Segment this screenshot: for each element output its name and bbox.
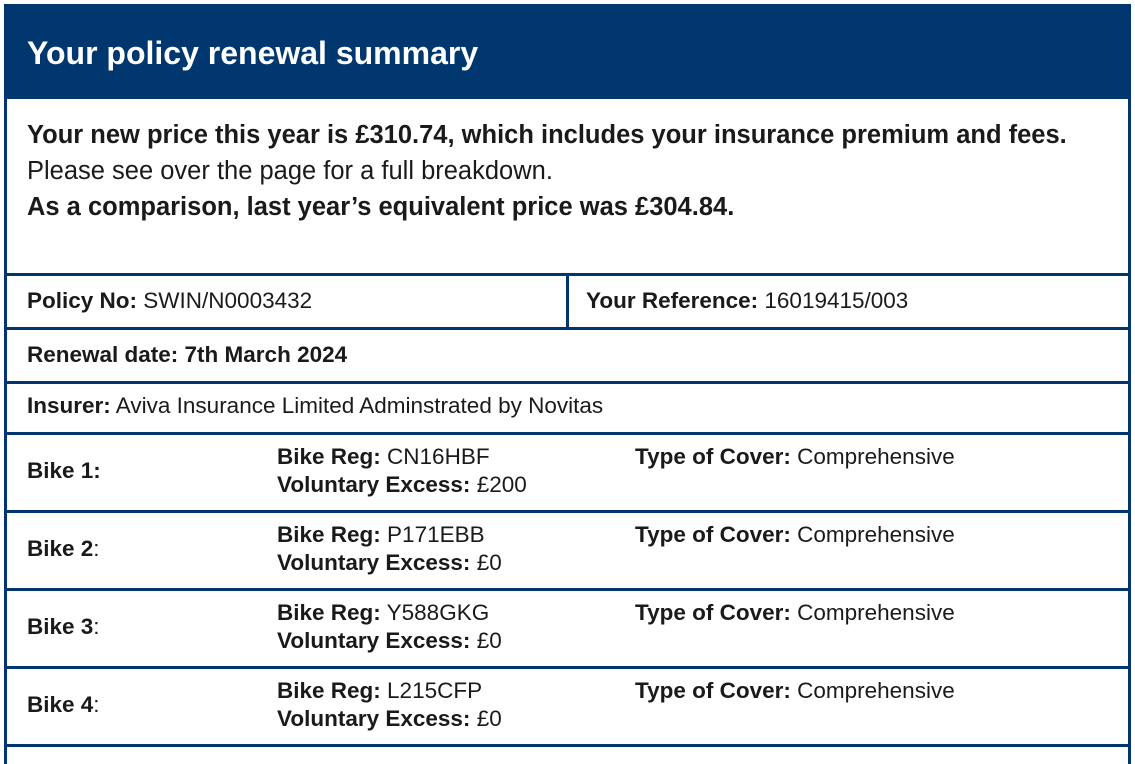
bike-reg bbox=[277, 677, 482, 705]
excess-value: £0 bbox=[476, 706, 502, 731]
voluntary-excess bbox=[277, 705, 502, 733]
cover-value: Comprehensive bbox=[797, 600, 955, 625]
your-reference bbox=[586, 287, 908, 315]
divider bbox=[7, 666, 1128, 669]
excess-label: Voluntary Excess: bbox=[277, 550, 471, 575]
bike-name-suffix: : bbox=[93, 614, 100, 639]
divider bbox=[7, 510, 1128, 513]
new-price-statement: Your new price this year is £310.74, which includes your insurance premium and fees. bbox=[27, 121, 1067, 149]
breakdown-note: Please see over the page for a full breakdown. bbox=[27, 157, 553, 185]
bike-name-label: Bike 1 bbox=[27, 458, 94, 483]
bike-reg-value: CN16HBF bbox=[387, 444, 490, 469]
bike-name-suffix: : bbox=[93, 692, 100, 717]
comparison-statement: As a comparison, last year’s equivalent price was £304.84. bbox=[27, 193, 735, 221]
bike-reg-label: Bike Reg: bbox=[277, 522, 381, 547]
reference-value: 16019415/003 bbox=[764, 288, 909, 313]
bike-reg bbox=[277, 443, 490, 471]
bike-name-label: Bike 3 bbox=[27, 614, 94, 639]
divider bbox=[7, 381, 1128, 384]
divider bbox=[7, 327, 1128, 330]
policy-number bbox=[27, 287, 312, 315]
excess-label: Voluntary Excess: bbox=[277, 706, 471, 731]
cover-value: Comprehensive bbox=[797, 678, 955, 703]
bike-name bbox=[27, 535, 100, 563]
excess-value: £0 bbox=[476, 550, 502, 575]
bike-reg bbox=[277, 521, 485, 549]
insurer-value: Aviva Insurance Limited Adminstrated by Novitas bbox=[115, 393, 604, 418]
bike-name bbox=[27, 691, 100, 719]
cover-label: Type of Cover: bbox=[635, 600, 791, 625]
bike-name bbox=[27, 613, 100, 641]
renewal-date: Renewal date: 7th March 2024 bbox=[27, 342, 348, 367]
voluntary-excess bbox=[277, 549, 502, 577]
policy-number-value: SWIN/N0003432 bbox=[143, 288, 313, 313]
bike-reg-label: Bike Reg: bbox=[277, 444, 381, 469]
bike-name-label: Bike 2 bbox=[27, 536, 94, 561]
insurer-label: Insurer: bbox=[27, 393, 111, 418]
excess-value: £200 bbox=[476, 472, 527, 497]
cover-value: Comprehensive bbox=[797, 522, 955, 547]
reference-label: Your Reference: bbox=[586, 288, 759, 313]
bike-reg-label: Bike Reg: bbox=[277, 678, 381, 703]
page-title: Your policy renewal summary bbox=[27, 35, 479, 71]
bike-name bbox=[27, 457, 101, 485]
price-summary bbox=[7, 99, 1128, 274]
voluntary-excess bbox=[277, 627, 502, 655]
cover-value: Comprehensive bbox=[797, 444, 955, 469]
column-divider bbox=[566, 273, 569, 328]
cover-label: Type of Cover: bbox=[635, 678, 791, 703]
bike-name-suffix: : bbox=[93, 536, 100, 561]
cover-label: Type of Cover: bbox=[635, 444, 791, 469]
type-of-cover bbox=[635, 521, 955, 549]
type-of-cover bbox=[635, 677, 955, 705]
renewal-summary-document bbox=[4, 4, 1131, 764]
summary-header bbox=[7, 4, 1128, 99]
divider bbox=[7, 432, 1128, 435]
policy-number-label: Policy No: bbox=[27, 288, 138, 313]
voluntary-excess bbox=[277, 471, 527, 499]
bike-name-label: Bike 4 bbox=[27, 692, 94, 717]
cover-label: Type of Cover: bbox=[635, 522, 791, 547]
excess-label: Voluntary Excess: bbox=[277, 628, 471, 653]
type-of-cover bbox=[635, 443, 955, 471]
bike-reg bbox=[277, 599, 489, 627]
type-of-cover bbox=[635, 599, 955, 627]
bike-reg-value: L215CFP bbox=[387, 678, 483, 703]
bike-reg-value: P171EBB bbox=[387, 522, 485, 547]
excess-value: £0 bbox=[476, 628, 502, 653]
bike-reg-value: Y588GKG bbox=[386, 600, 490, 625]
divider bbox=[7, 744, 1128, 747]
excess-label: Voluntary Excess: bbox=[277, 472, 471, 497]
bike-name-suffix: : bbox=[93, 458, 101, 483]
divider bbox=[7, 588, 1128, 591]
bike-reg-label: Bike Reg: bbox=[277, 600, 381, 625]
insurer bbox=[27, 392, 603, 420]
